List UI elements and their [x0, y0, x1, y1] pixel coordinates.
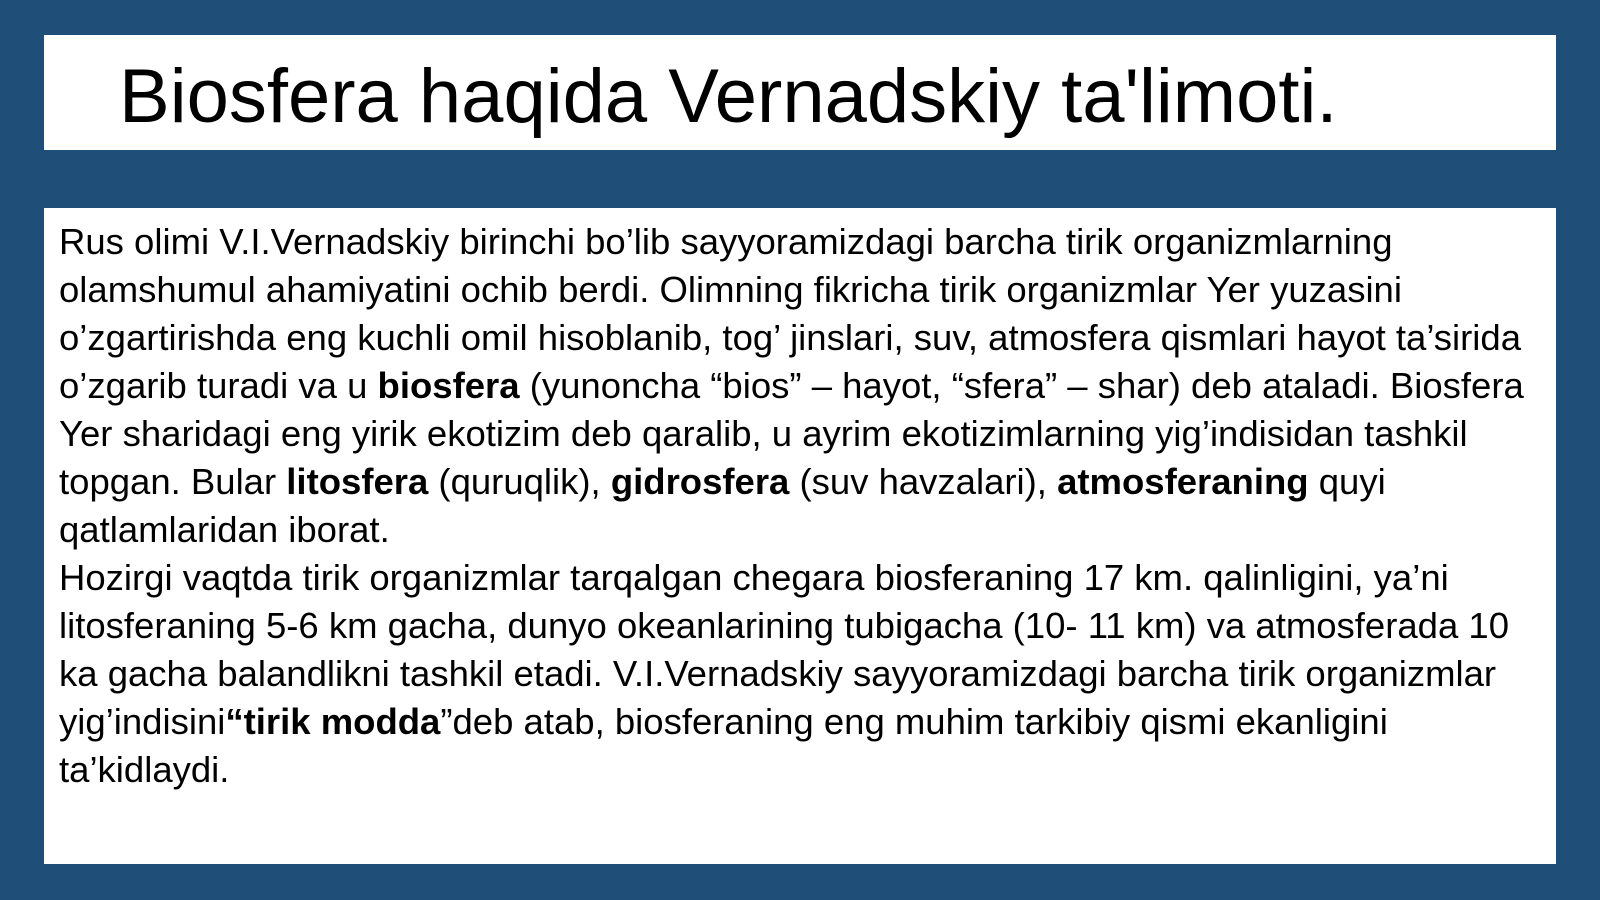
paragraph-biosphere-definition	[59, 218, 1546, 554]
paragraph-text: (quruqlik),	[428, 461, 611, 502]
paragraph-text: (yunoncha “bios” – hayot, “sfera” – shar) deb ataladi. Biosfera Yer sharidagi eng yirik ekotizim deb qaralib, u ayrim ekotizimlarning yig’indisidan tashkil topgan. Bular	[59, 365, 1524, 502]
term-atmosferaning: atmosferaning	[1057, 461, 1309, 502]
paragraph-biosphere-extent	[59, 554, 1546, 794]
term-biosfera: biosfera	[377, 365, 520, 406]
term-tirik-modda: “tirik modda	[225, 701, 441, 742]
term-litosfera: litosfera	[286, 461, 429, 502]
paragraph-text: quyi qatlamlaridan iborat.	[59, 461, 1386, 550]
slide-title: Biosfera haqida Vernadskiy ta'limoti.	[119, 54, 1338, 139]
paragraph-text: Rus olimi V.I.Vernadskiy birinchi bo’lib sayyoramizdagi barcha tirik organizmlarning olamshumul ahamiyatini ochib berdi. Olimning fikricha tirik organizmlar Yer yuzasini o’zgartirishda eng kuchli omil hisoblanib, tog’ jinslari, suv, atmosfera qismlari hayot ta’sirida o’zgarib turadi va u	[59, 221, 1522, 406]
term-gidrosfera: gidrosfera	[610, 461, 790, 502]
paragraph-text: (suv havzalari),	[789, 461, 1058, 502]
title-panel	[44, 35, 1556, 150]
paragraph-text: ”deb atab, biosferaning eng muhim tarkibiy qismi ekanligini ta’kidlaydi.	[59, 701, 1388, 790]
content-panel	[44, 208, 1556, 864]
paragraph-text: Hozirgi vaqtda tirik organizmlar tarqalgan chegara biosferaning 17 km. qalinligini, ya’ni litosferaning 5-6 km gacha, dunyo okeanlarining tubigacha (10- 11 km) va atmosferada 10 ka gacha balandlikni tashkil etadi. V.I.Vernadskiy sayyoramizdagi barcha tirik organizmlar yig’indisini	[59, 557, 1510, 742]
